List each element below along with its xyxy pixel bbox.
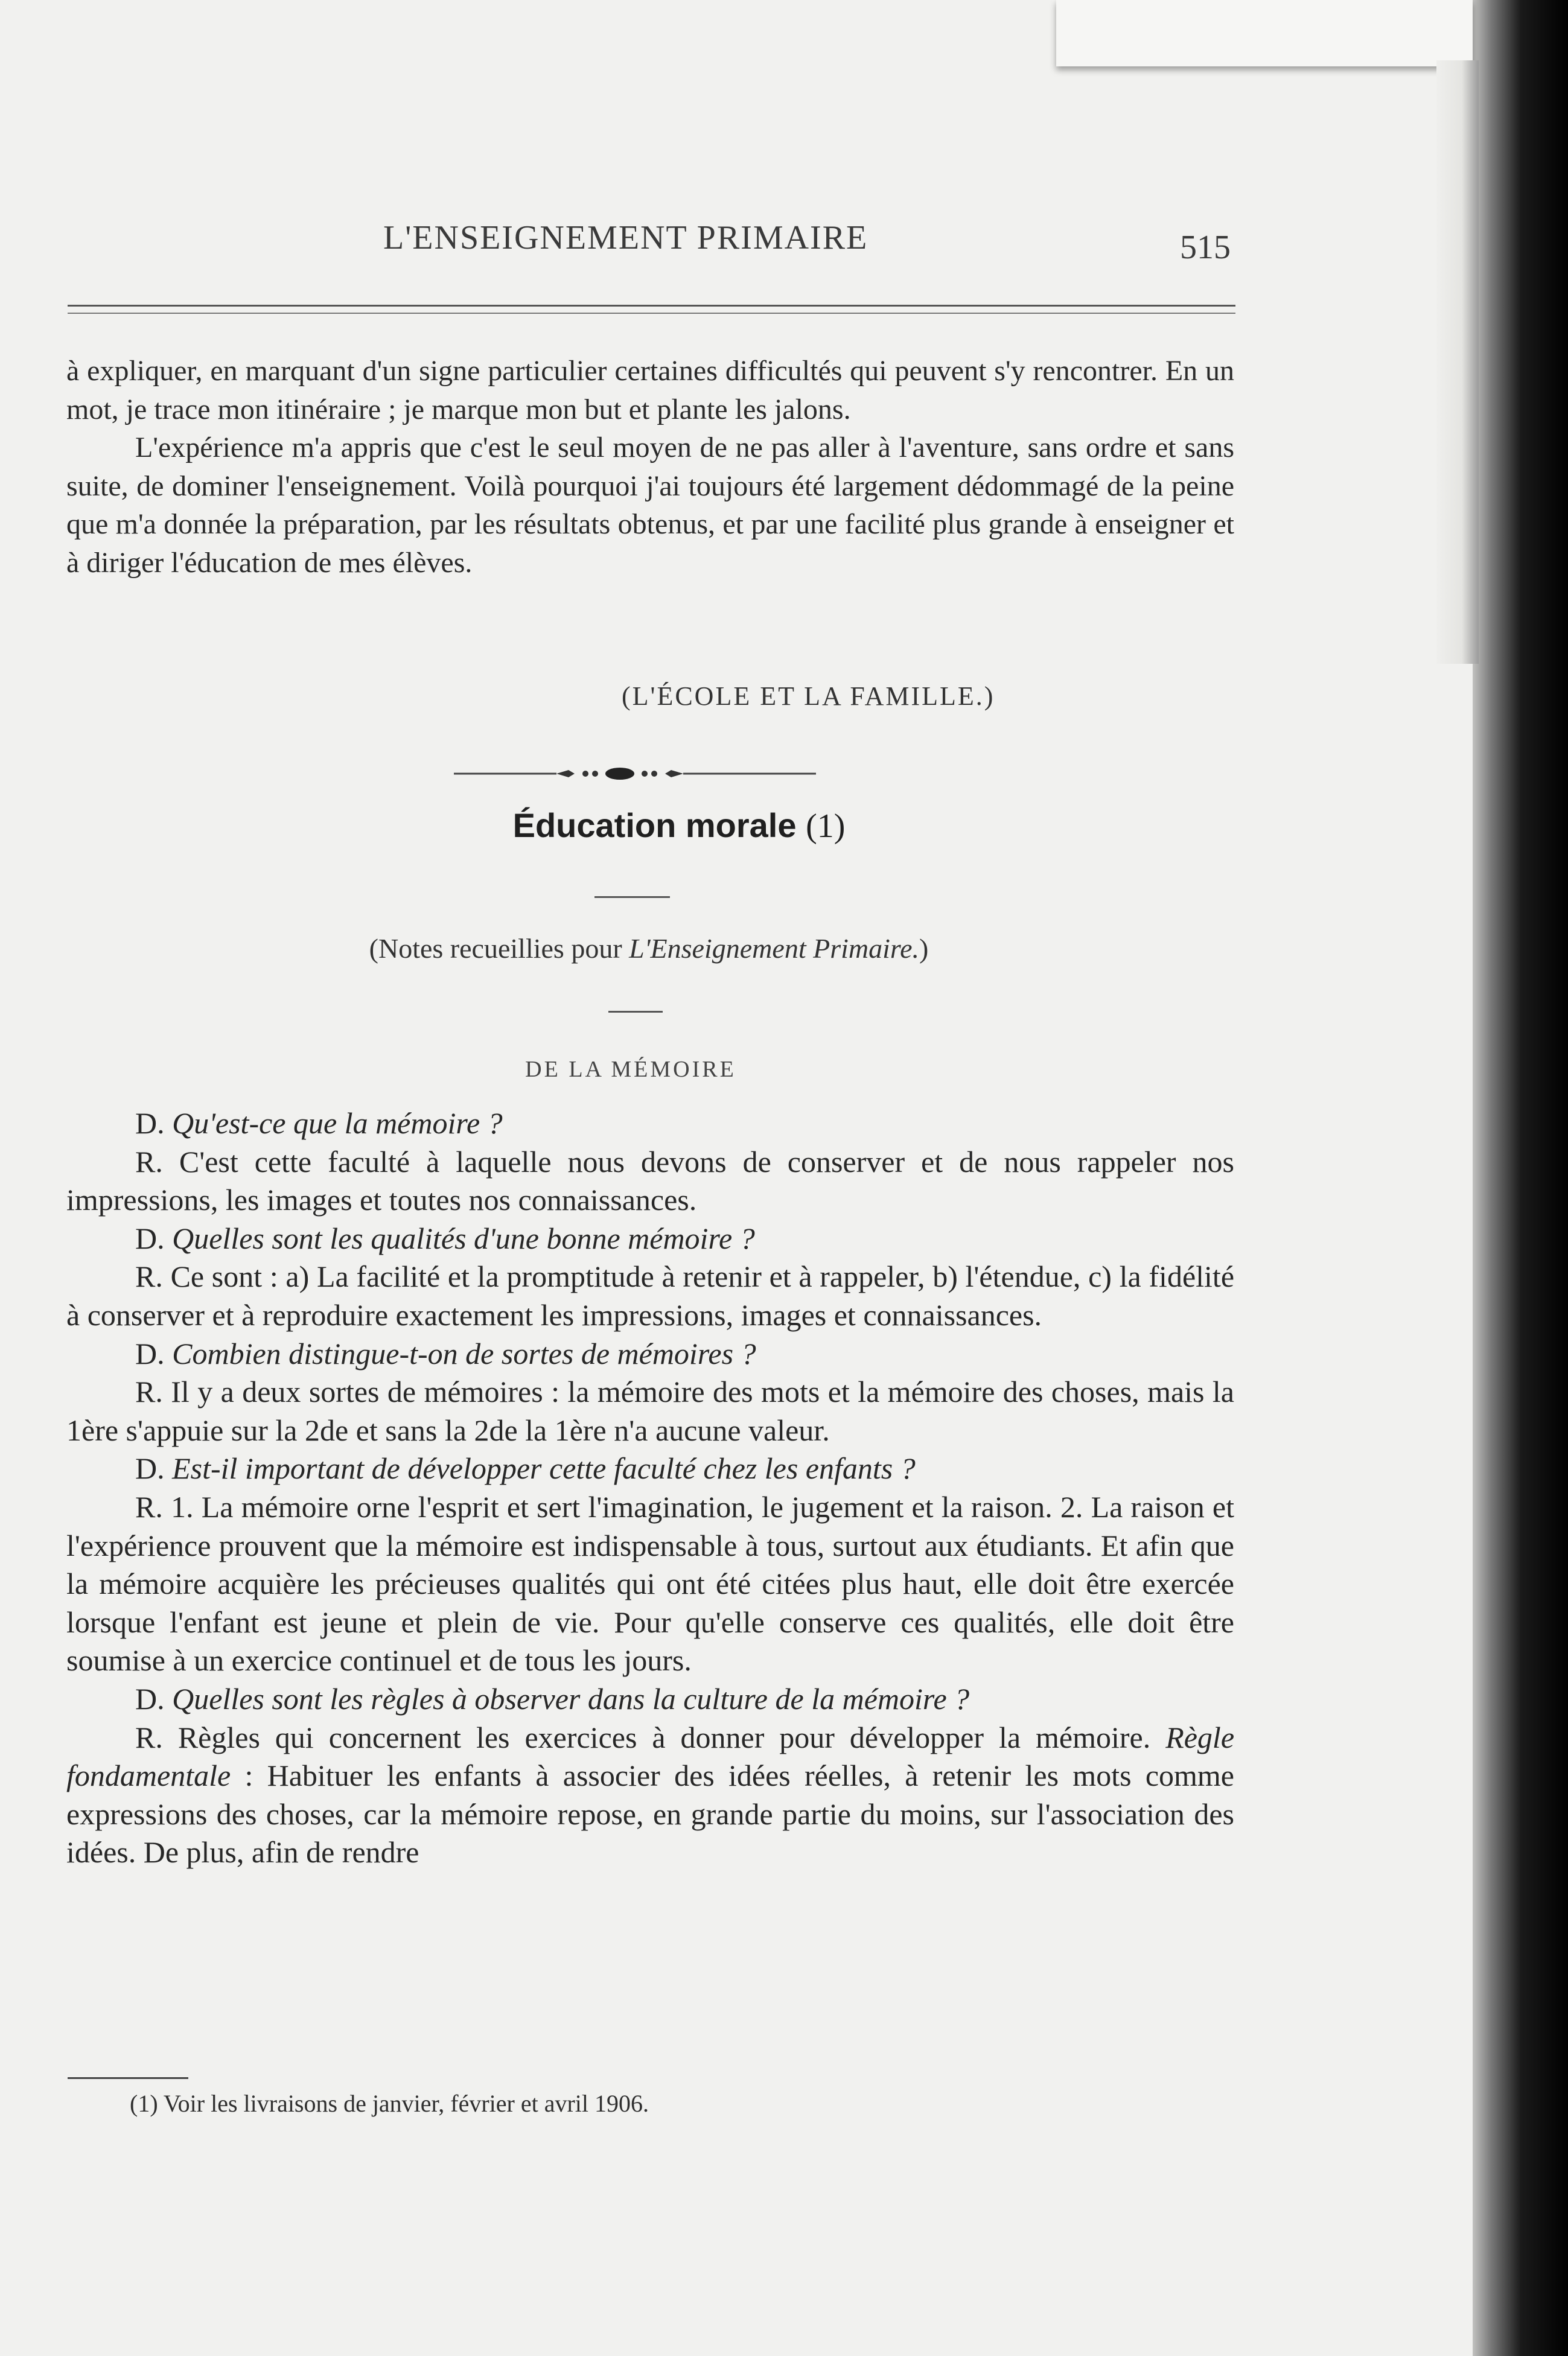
short-rule-2 <box>608 1011 663 1013</box>
intro-paragraph-2: L'expérience m'a appris que c'est le seul moyen de ne pas aller à l'aventure, sans ordre et sans suite, de dominer l'enseignement. Voilà pourquoi j'ai toujours été largement dédommagé de la peine que m'a donnée la préparation, par les résultats obtenus, et par une facilité plus grande à enseigner et à diriger l'éducation de mes élèves. <box>66 431 1234 579</box>
qa-answer-end: : Habituer les enfants à associer des idées réelles, à retenir les mots comme expressions des choses, car la mémoire repose, en grande partie du moins, sur l'association des idées. De plus, afin de rendre <box>66 1759 1234 1870</box>
qa-answer: Ce sont : a) La facilité et la promptitude à retenir et à rappeler, b) l'étendue, c) la fidélité à conserver et à reproduire exactement les impressions, images et connaissances. <box>66 1259 1235 1332</box>
qa-answer: Il y a deux sortes de mémoires : la mémoire des mots et la mémoire des choses, mais la 1ère s'appuie sur la 2de et sans la 2de la 1ère n'a aucune valeur. <box>66 1375 1234 1447</box>
intro-paragraph-1: à expliquer, en marquant d'un signe particulier certaines difficultés qui peuvent s'y rencontrer. En un mot, je trace mon itinéraire ; je marque mon but et plante les jalons. <box>66 355 1234 425</box>
qa-answer: 1. La mémoire orne l'esprit et sert l'imagination, le jugement et la raison. 2. La raison et l'expérience prouvent que la mémoire est indispensable à tous, surtout aux étudiants. Et afin que la mémoire acquière les précieuses qualités qui ont été citées plus haut, elle doit être exercée lorsque l'enfant est jeune et plein de vie. Pour qu'elle conserve ces qualités, elle doit être soumise à un exercice continuel et de tous les jours. <box>66 1489 1235 1678</box>
intro-text <box>66 352 1234 582</box>
qa-label: R. <box>135 1489 163 1524</box>
qa-item <box>66 1220 1234 1258</box>
qa-question: Combien distingue-t-on de sortes de mémoires ? <box>172 1336 756 1371</box>
qa-question: Qu'est-ce que la mémoire ? <box>172 1106 503 1140</box>
scan-background-edge <box>1467 0 1568 2356</box>
qa-label: R. <box>135 1375 163 1409</box>
source-attribution: (L'ÉCOLE ET LA FAMILLE.) <box>622 681 995 711</box>
qa-label: D. <box>135 1106 165 1140</box>
ornament-divider <box>454 762 816 786</box>
qa-label: R. <box>135 1720 163 1754</box>
qa-answer: C'est cette faculté à laquelle nous devons de conserver et de nous rappeler nos impressions, les images et toutes nos connaissances. <box>66 1144 1234 1217</box>
footnote-rule <box>68 2077 188 2079</box>
qa-item <box>66 1258 1234 1334</box>
qa-question: Quelles sont les règles à observer dans la culture de la mémoire ? <box>172 1681 970 1716</box>
running-title: L'ENSEIGNEMENT PRIMAIRE <box>383 219 868 256</box>
qa-item <box>66 1680 1234 1719</box>
qa-label: R. <box>135 1144 163 1179</box>
notes-suffix: ) <box>919 933 929 964</box>
section-title <box>0 806 1358 845</box>
page-edge-shadow <box>1436 60 1479 664</box>
folded-page-flap <box>1056 0 1473 66</box>
notes-journal-title: L'Enseignement Primaire. <box>629 933 919 964</box>
qa-item <box>66 1335 1234 1374</box>
page-number: 515 <box>1180 229 1231 266</box>
section-footnote-ref: (1) <box>806 807 846 845</box>
qa-label: D. <box>135 1221 165 1255</box>
short-rule-1 <box>594 896 670 898</box>
qa-item <box>66 1719 1234 1872</box>
qa-item <box>66 1373 1234 1450</box>
subheading: DE LA MÉMOIRE <box>525 1057 736 1082</box>
section-title-text: Éducation morale <box>512 806 797 844</box>
qa-label: R. <box>135 1259 163 1294</box>
notes-prefix: (Notes recueillies pour <box>369 933 629 964</box>
qa-item <box>66 1488 1234 1680</box>
qa-label: D. <box>135 1681 165 1716</box>
notes-line <box>0 932 1298 964</box>
qa-item <box>66 1104 1234 1143</box>
qa-question: Est-il important de développer cette faculté chez les enfants ? <box>172 1451 916 1486</box>
qa-answer-italic: Règle fondamentale <box>66 1720 1235 1793</box>
qa-answer-start: Règles qui concernent les exercices à donner pour développer la mémoire. <box>177 1720 1166 1754</box>
qa-question: Quelles sont les qualités d'une bonne mémoire ? <box>172 1221 755 1255</box>
question-answer-block <box>66 1104 1234 1872</box>
qa-label: D. <box>135 1451 165 1486</box>
qa-label: D. <box>135 1336 165 1371</box>
header-rule <box>68 305 1235 314</box>
page-header <box>0 218 1243 273</box>
footnote: (1) Voir les livraisons de janvier, février et avril 1906. <box>130 2090 649 2117</box>
qa-item <box>66 1450 1234 1488</box>
qa-item <box>66 1143 1234 1220</box>
